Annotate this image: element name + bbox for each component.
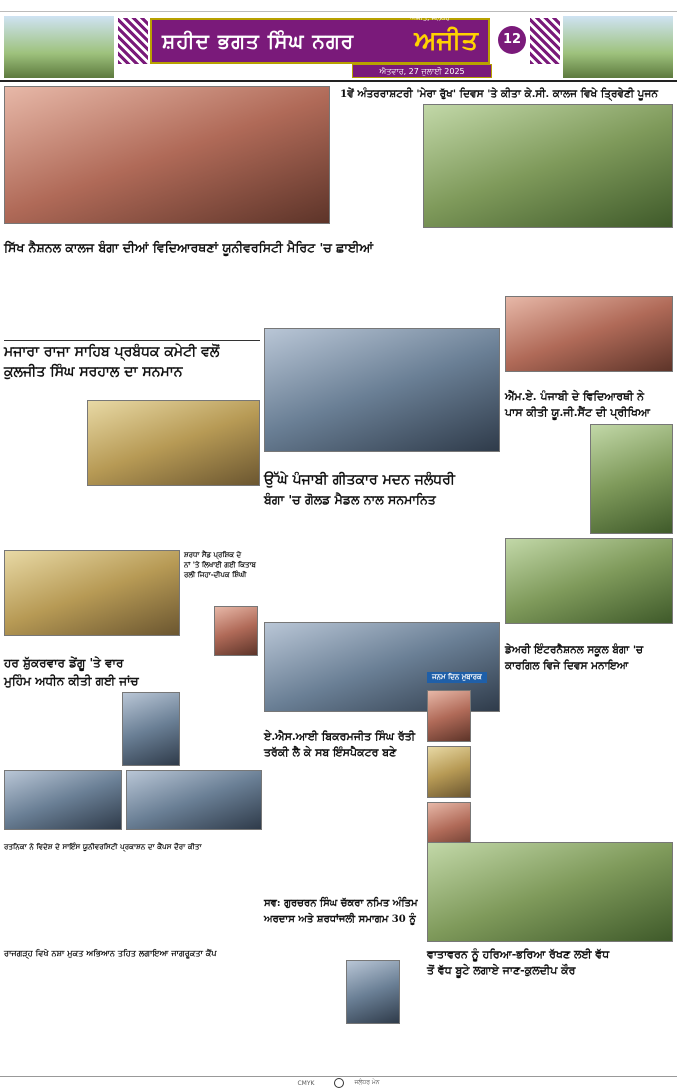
caption-kuljit-singh: [87, 488, 260, 502]
photo-gurcharan-singh: [346, 960, 400, 1024]
article-text: [590, 678, 673, 838]
masthead: [0, 12, 677, 82]
headline-madan-line1: ਉੱਘੇ ਪੰਜਾਬੀ ਗੀਤਕਾਰ ਮਦਨ ਜਲੰਧਰੀ: [264, 472, 456, 488]
photo-tree-planting: [427, 842, 673, 942]
headline-dengue-line1: ਹਰ ਸ਼ੁੱਕਰਵਾਰ ਡੇਂਗੂ 'ਤੇ ਵਾਰ: [4, 656, 124, 670]
photo-kuljit-singh-honour: [87, 400, 260, 486]
article-text: [4, 856, 88, 944]
article-text: [264, 932, 340, 1072]
article-text: [505, 678, 587, 838]
article-text: [404, 932, 424, 1072]
caption-ma-punjabi: [505, 374, 673, 388]
article-text: [4, 692, 60, 766]
photo-madan-jalandhari-honour: [264, 328, 500, 452]
article-text: [264, 512, 340, 616]
headline-book-line2: ਨਾਂ 'ਤੇ ਲਿਖਾਈ ਗਈ ਕਿਤਾਬ: [184, 560, 256, 569]
article-text: [63, 692, 119, 766]
masthead-banner: [150, 18, 490, 64]
photo-college-students-group: [4, 86, 330, 224]
photo-university-speaker: [4, 770, 122, 830]
article-text: [506, 246, 586, 296]
article-text: [87, 504, 171, 548]
photo-birthday-child-2: [427, 746, 471, 798]
headline-madan-line2: ਬੰਗਾ 'ਚ ਗੋਲਡ ਮੈਡਲ ਨਾਲ ਸਨਮਾਨਿਤ: [264, 492, 436, 507]
article-text: [264, 764, 340, 862]
headline-ma-punjabi-line1: ਐੱਮ.ਏ. ਪੰਜਾਬੀ ਦੇ ਵਿਦਿਆਰਥੀ ਨੇ: [505, 390, 645, 403]
article-text: [91, 856, 175, 944]
headline-university-visit: ਰਤਨਿਕਾ ਨੇ ਵਿਦੇਸ਼ ਦੇ ਸਾਇੰਸ ਯੂਨੀਵਰਸਿਟੀ ਪ੍ਰਕਾਸ਼ਨ ਦਾ ਕੈਂਪਸ ਦੌਰਾ ਕੀਤਾ: [4, 842, 202, 851]
article-text: [422, 512, 500, 616]
article-text: [510, 984, 590, 1072]
article-text: [184, 660, 262, 770]
masthead-photo-left: [4, 16, 114, 78]
headline-book-line3: ਰਲੀ ਜਿਹਾ-ਦੀਪਕ ਸ਼ਿੰਘੀ: [184, 570, 247, 579]
birthday-label: ਜਨਮ ਦਿਨ ਮੁਬਾਰਕ: [427, 672, 487, 683]
article-text: [178, 856, 262, 944]
photo-student-portrait: [590, 424, 673, 534]
headline-asi-line2: ਤਰੱਕੀ ਲੈ ਕੇ ਸਬ ਇੰਸਪੈਕਟਰ ਬਣੇ: [264, 746, 397, 759]
article-text: [174, 504, 260, 548]
headline-ma-punjabi-line2: ਪਾਸ ਕੀਤੀ ਯੂ.ਜੀ.ਸੈਂਟ ਦੀ ਪ੍ਰੀਖਿਆ: [505, 406, 650, 419]
headline-gurcharan-line1: ਸਵ: ਗੁਰਚਰਨ ਸਿੰਘ ਚੱਕਰਾ ਨਮਿਤ ਅੰਤਿਮ: [264, 898, 418, 909]
footer-left: CMYK: [297, 1079, 315, 1087]
article-text: [343, 764, 419, 862]
caption-kargil: [505, 626, 673, 640]
article-text: [178, 964, 262, 1072]
masthead-logo: ਅਜੀਤ: [414, 25, 478, 56]
photo-kargil-diwas: [505, 538, 673, 624]
masthead-town: ਸ਼ਹੀਦ ਭਗਤ ਸਿੰਘ ਨਗਰ: [162, 29, 355, 53]
article-text: [4, 386, 84, 548]
headline-environment-line1: ਵਾਤਾਵਰਨ ਨੂੰ ਹਰਿਆ-ਭਰਿਆ ਰੱਖਣ ਲਈ ਵੱਧ: [427, 948, 610, 961]
headline-mera-rukh-diwas: 1ਵੇਂ ਅੰਤਰਰਾਸ਼ਟਰੀ 'ਮੇਰਾ ਰੁੱਖ' ਦਿਵਸ 'ਤੇ ਕੀਤਾ ਕੇ.ਸੀ. ਕਾਲਜ ਵਿਖੇ ਤ੍ਰਿਵੇਣੀ ਪੂਜਨ: [340, 88, 658, 100]
print-slug-line: [0, 0, 677, 12]
caption-students: [4, 226, 330, 240]
caption-tree-plantation: [423, 230, 673, 244]
masthead-date: ਐਤਵਾਰ, 27 ਜੁਲਾਈ 2025: [352, 64, 492, 78]
article-text: [423, 246, 503, 296]
article-text: [505, 424, 587, 534]
headline-asi-line1: ਏ.ਐਸ.ਆਈ ਬਿਕਰਮਜੀਤ ਸਿੰਘ ਰੱਤੀ: [264, 730, 416, 743]
article-text: [4, 258, 84, 338]
photo-dengue-second: [122, 692, 180, 766]
headline-gurcharan-line2: ਅਰਦਾਸ ਅਤੇ ਸ਼ਰਧਾਂਜਲੀ ਸਮਾਗਮ 30 ਨੂੰ: [264, 914, 416, 925]
headline-kargil-line1: ਡੇਅਰੀ ਇੰਟਰਨੈਸ਼ਨਲ ਸਕੂਲ ਬੰਗਾ 'ਚ: [505, 644, 644, 656]
caption-dengue: [4, 638, 180, 652]
photo-ma-punjabi-student: [505, 296, 673, 372]
caption-university: [4, 832, 262, 840]
article-text: [4, 964, 88, 1072]
masthead-pattern-right: [530, 18, 560, 64]
headline-sikh-national-college: ਸਿੱਖ ਨੈਸ਼ਨਲ ਕਾਲਜ ਬੰਗਾ ਦੀਆਂ ਵਿਦਿਆਰਥਣਾਂ ਯੂਨੀਵਰਸਿਟੀ ਮੈਰਿਟ 'ਚ ਛਾਈਆਂ: [4, 240, 374, 255]
article-text: [170, 258, 250, 338]
article-text: [91, 964, 175, 1072]
photo-university-hall: [126, 770, 262, 830]
photo-birthday-child-1: [427, 690, 471, 742]
article-text: [427, 984, 507, 1072]
article-text: [253, 258, 330, 338]
headline-kargil-line2: ਕਾਰਗਿਲ ਵਿਜੇ ਦਿਵਸ ਮਨਾਇਆ: [505, 660, 629, 672]
article-text: [87, 258, 167, 338]
masthead-photo-right: [563, 16, 673, 78]
headline-majara-line2: ਕੁਲਜੀਤ ਸਿੰਘ ਸਰਹਾਲ ਦਾ ਸਨਮਾਨ: [4, 364, 183, 380]
headline-rajgarh-camp: ਰਾਜਗੜ੍ਹ ਵਿਖੇ ਨਸ਼ਾ ਮੁਕਤ ਅਭਿਆਨ ਤਹਿਤ ਲਗਾਇਆ ਜਾਗਰੂਕਤਾ ਕੈਂਪ: [4, 948, 217, 958]
headline-environment-line2: ਤੋਂ ਵੱਧ ਬੂਟੇ ਲਗਾਏ ਜਾਣ-ਕੁਲਦੀਪ ਕੌਰ: [427, 964, 576, 977]
article-text: [593, 984, 673, 1072]
photo-tree-plantation: [423, 104, 673, 228]
registration-mark: [334, 1078, 344, 1088]
footer-right: ਜਲੰਧਰ ਮੇਨ: [354, 1079, 380, 1086]
headline-dengue-line2: ਮੁਹਿੰਮ ਅਧੀਨ ਕੀਤੀ ਗਈ ਜਾਂਚ: [4, 674, 139, 688]
article-text: [589, 246, 673, 296]
headline-majara-line1: ਮਜਾਰਾ ਰਾਜਾ ਸਾਹਿਬ ਪ੍ਰਬੰਧਕ ਕਮੇਟੀ ਵਲੋਂ: [4, 344, 220, 360]
photo-dengue-check: [4, 550, 180, 636]
headline-book-line1: ਸ਼ਰਧਾ ਸੈਂਡ ਪ੍ਰਸ਼ਿਕ ਦੇ: [184, 550, 242, 559]
article-text: [184, 582, 262, 606]
article-text: [340, 236, 420, 340]
page-number: 12: [498, 26, 526, 54]
masthead-pattern-left: [118, 18, 148, 64]
article-text: [343, 512, 419, 616]
birthday-text: [473, 690, 501, 854]
caption-madan-jalandhari: [264, 454, 500, 468]
photo-author-portrait: [214, 606, 258, 656]
divider: [4, 340, 260, 341]
masthead-edition: ਅਜੀਤ, ਜਲੰਧਰ: [410, 14, 450, 22]
article-text: [340, 104, 420, 234]
